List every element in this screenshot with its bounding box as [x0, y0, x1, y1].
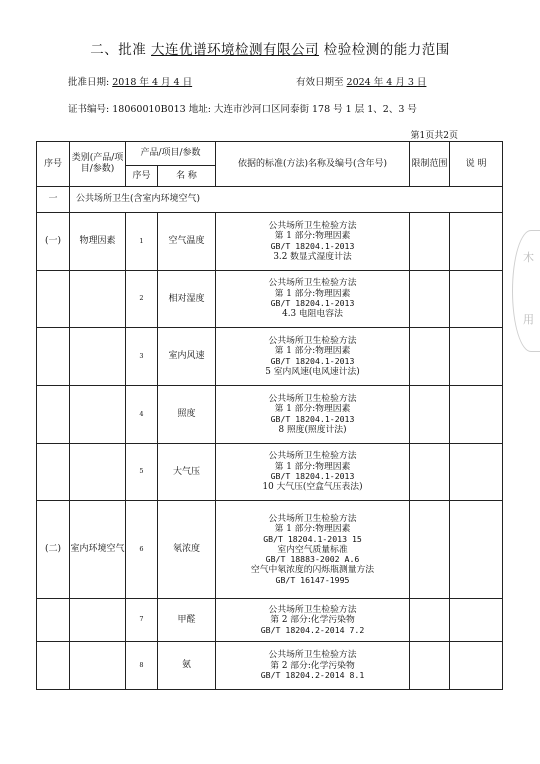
capability-table — [36, 141, 503, 690]
valid-until-value: 2024 年 4 月 3 日 — [346, 77, 427, 88]
row-name: 室内风速 — [158, 328, 216, 386]
group-seq-empty — [37, 328, 70, 386]
row-name: 氡浓度 — [158, 501, 216, 599]
group-category-2: 室内环境空气 — [70, 501, 126, 599]
valid-until — [296, 74, 426, 88]
row-number: 2 — [126, 271, 158, 328]
row-name: 相对湿度 — [158, 271, 216, 328]
row-number: 7 — [126, 599, 158, 642]
row-number: 1 — [126, 213, 158, 271]
group-seq-empty — [37, 386, 70, 444]
group-category-empty — [70, 599, 126, 642]
row-standard: 公共场所卫生检验方法 第 1 部分:物理因素 GB/T 18204.1-2013 5 室内风速(电风速计法) — [216, 328, 410, 386]
valid-until-label: 有效日期至 — [296, 77, 344, 88]
row-number: 3 — [126, 328, 158, 386]
header-seq: 序号 — [37, 142, 70, 187]
group-category-empty — [70, 271, 126, 328]
header-limit: 限制范围 — [410, 142, 450, 187]
group-seq-empty — [37, 599, 70, 642]
cert-label: 证书编号: — [68, 104, 110, 115]
row-number: 4 — [126, 386, 158, 444]
approval-date — [68, 74, 192, 88]
row-note — [450, 386, 503, 444]
group-seq-empty — [37, 642, 70, 690]
partial-seal-stamp: 木 用 — [512, 230, 540, 352]
row-name: 空气温度 — [158, 213, 216, 271]
header-product: 产品/项目/参数 — [126, 142, 216, 166]
page-number: 第1页共2页 — [410, 131, 458, 141]
header-note: 说 明 — [450, 142, 503, 187]
row-standard: 公共场所卫生检验方法 第 1 部分:物理因素 GB/T 18204.1-2013 8 照度(照度计法) — [216, 386, 410, 444]
approval-date-value: 2018 年 4 月 4 日 — [112, 77, 193, 88]
row-limit — [410, 328, 450, 386]
row-limit — [410, 271, 450, 328]
group-seq-1: (一) — [37, 213, 70, 271]
group-category-empty — [70, 386, 126, 444]
row-name: 大气压 — [158, 444, 216, 501]
row-note — [450, 642, 503, 690]
row-number: 8 — [126, 642, 158, 690]
page-title — [0, 38, 540, 58]
group-category-1: 物理因素 — [70, 213, 126, 271]
row-note — [450, 444, 503, 501]
row-note — [450, 271, 503, 328]
row-limit — [410, 501, 450, 599]
row-name: 照度 — [158, 386, 216, 444]
row-note — [450, 599, 503, 642]
row-limit — [410, 599, 450, 642]
row-standard: 公共场所卫生检验方法 第 1 部分:物理因素 GB/T 18204.1-2013 15 室内空气质量标准 GB/T 18883-2002 A.6 空气中氡浓度的闪烁瓶测量方法 GB/T 16147-1995 — [216, 501, 410, 599]
row-note — [450, 501, 503, 599]
group-category-empty — [70, 328, 126, 386]
approval-date-label: 批准日期: — [68, 77, 110, 88]
section-seq: 一 — [37, 187, 70, 213]
group-category-empty — [70, 444, 126, 501]
group-seq-empty — [37, 271, 70, 328]
title-prefix: 二、批准 — [90, 42, 147, 58]
row-standard: 公共场所卫生检验方法 第 1 部分:物理因素 GB/T 18204.1-2013 4.3 电阻电容法 — [216, 271, 410, 328]
row-note — [450, 213, 503, 271]
certificate-line — [68, 101, 417, 115]
row-limit — [410, 444, 450, 501]
row-note — [450, 328, 503, 386]
row-standard: 公共场所卫生检验方法 第 2 部分:化学污染物 GB/T 18204.2-2014 8.1 — [216, 642, 410, 690]
header-sub-seq: 序号 — [126, 166, 158, 187]
row-limit — [410, 642, 450, 690]
header-category: 类别(产品/项目/参数) — [70, 142, 126, 187]
header-name: 名 称 — [158, 166, 216, 187]
group-seq-2: (二) — [37, 501, 70, 599]
row-number: 5 — [126, 444, 158, 501]
row-standard: 公共场所卫生检验方法 第 1 部分:物理因素 GB/T 18204.1-2013 3.2 数显式湿度计法 — [216, 213, 410, 271]
section-title: 公共场所卫生(含室内环境空气) — [70, 187, 503, 213]
row-standard: 公共场所卫生检验方法 第 2 部分:化学污染物 GB/T 18204.2-2014 7.2 — [216, 599, 410, 642]
header-standard: 依据的标准(方法)名称及编号(含年号) — [216, 142, 410, 187]
address-value: 大连市沙河口区同泰街 178 号 1 层 1、2、3 号 — [213, 104, 417, 115]
cert-value: 18060010B013 — [112, 104, 186, 115]
row-standard: 公共场所卫生检验方法 第 1 部分:物理因素 GB/T 18204.1-2013 10 大气压(空盒气压表法) — [216, 444, 410, 501]
org-name: 大连优谱环境检测有限公司 — [151, 42, 319, 58]
row-limit — [410, 386, 450, 444]
group-category-empty — [70, 642, 126, 690]
row-name: 氨 — [158, 642, 216, 690]
title-suffix: 检验检测的能力范围 — [323, 42, 450, 58]
address-label: 地址: — [188, 104, 211, 115]
row-limit — [410, 213, 450, 271]
row-number: 6 — [126, 501, 158, 599]
row-name: 甲醛 — [158, 599, 216, 642]
group-seq-empty — [37, 444, 70, 501]
